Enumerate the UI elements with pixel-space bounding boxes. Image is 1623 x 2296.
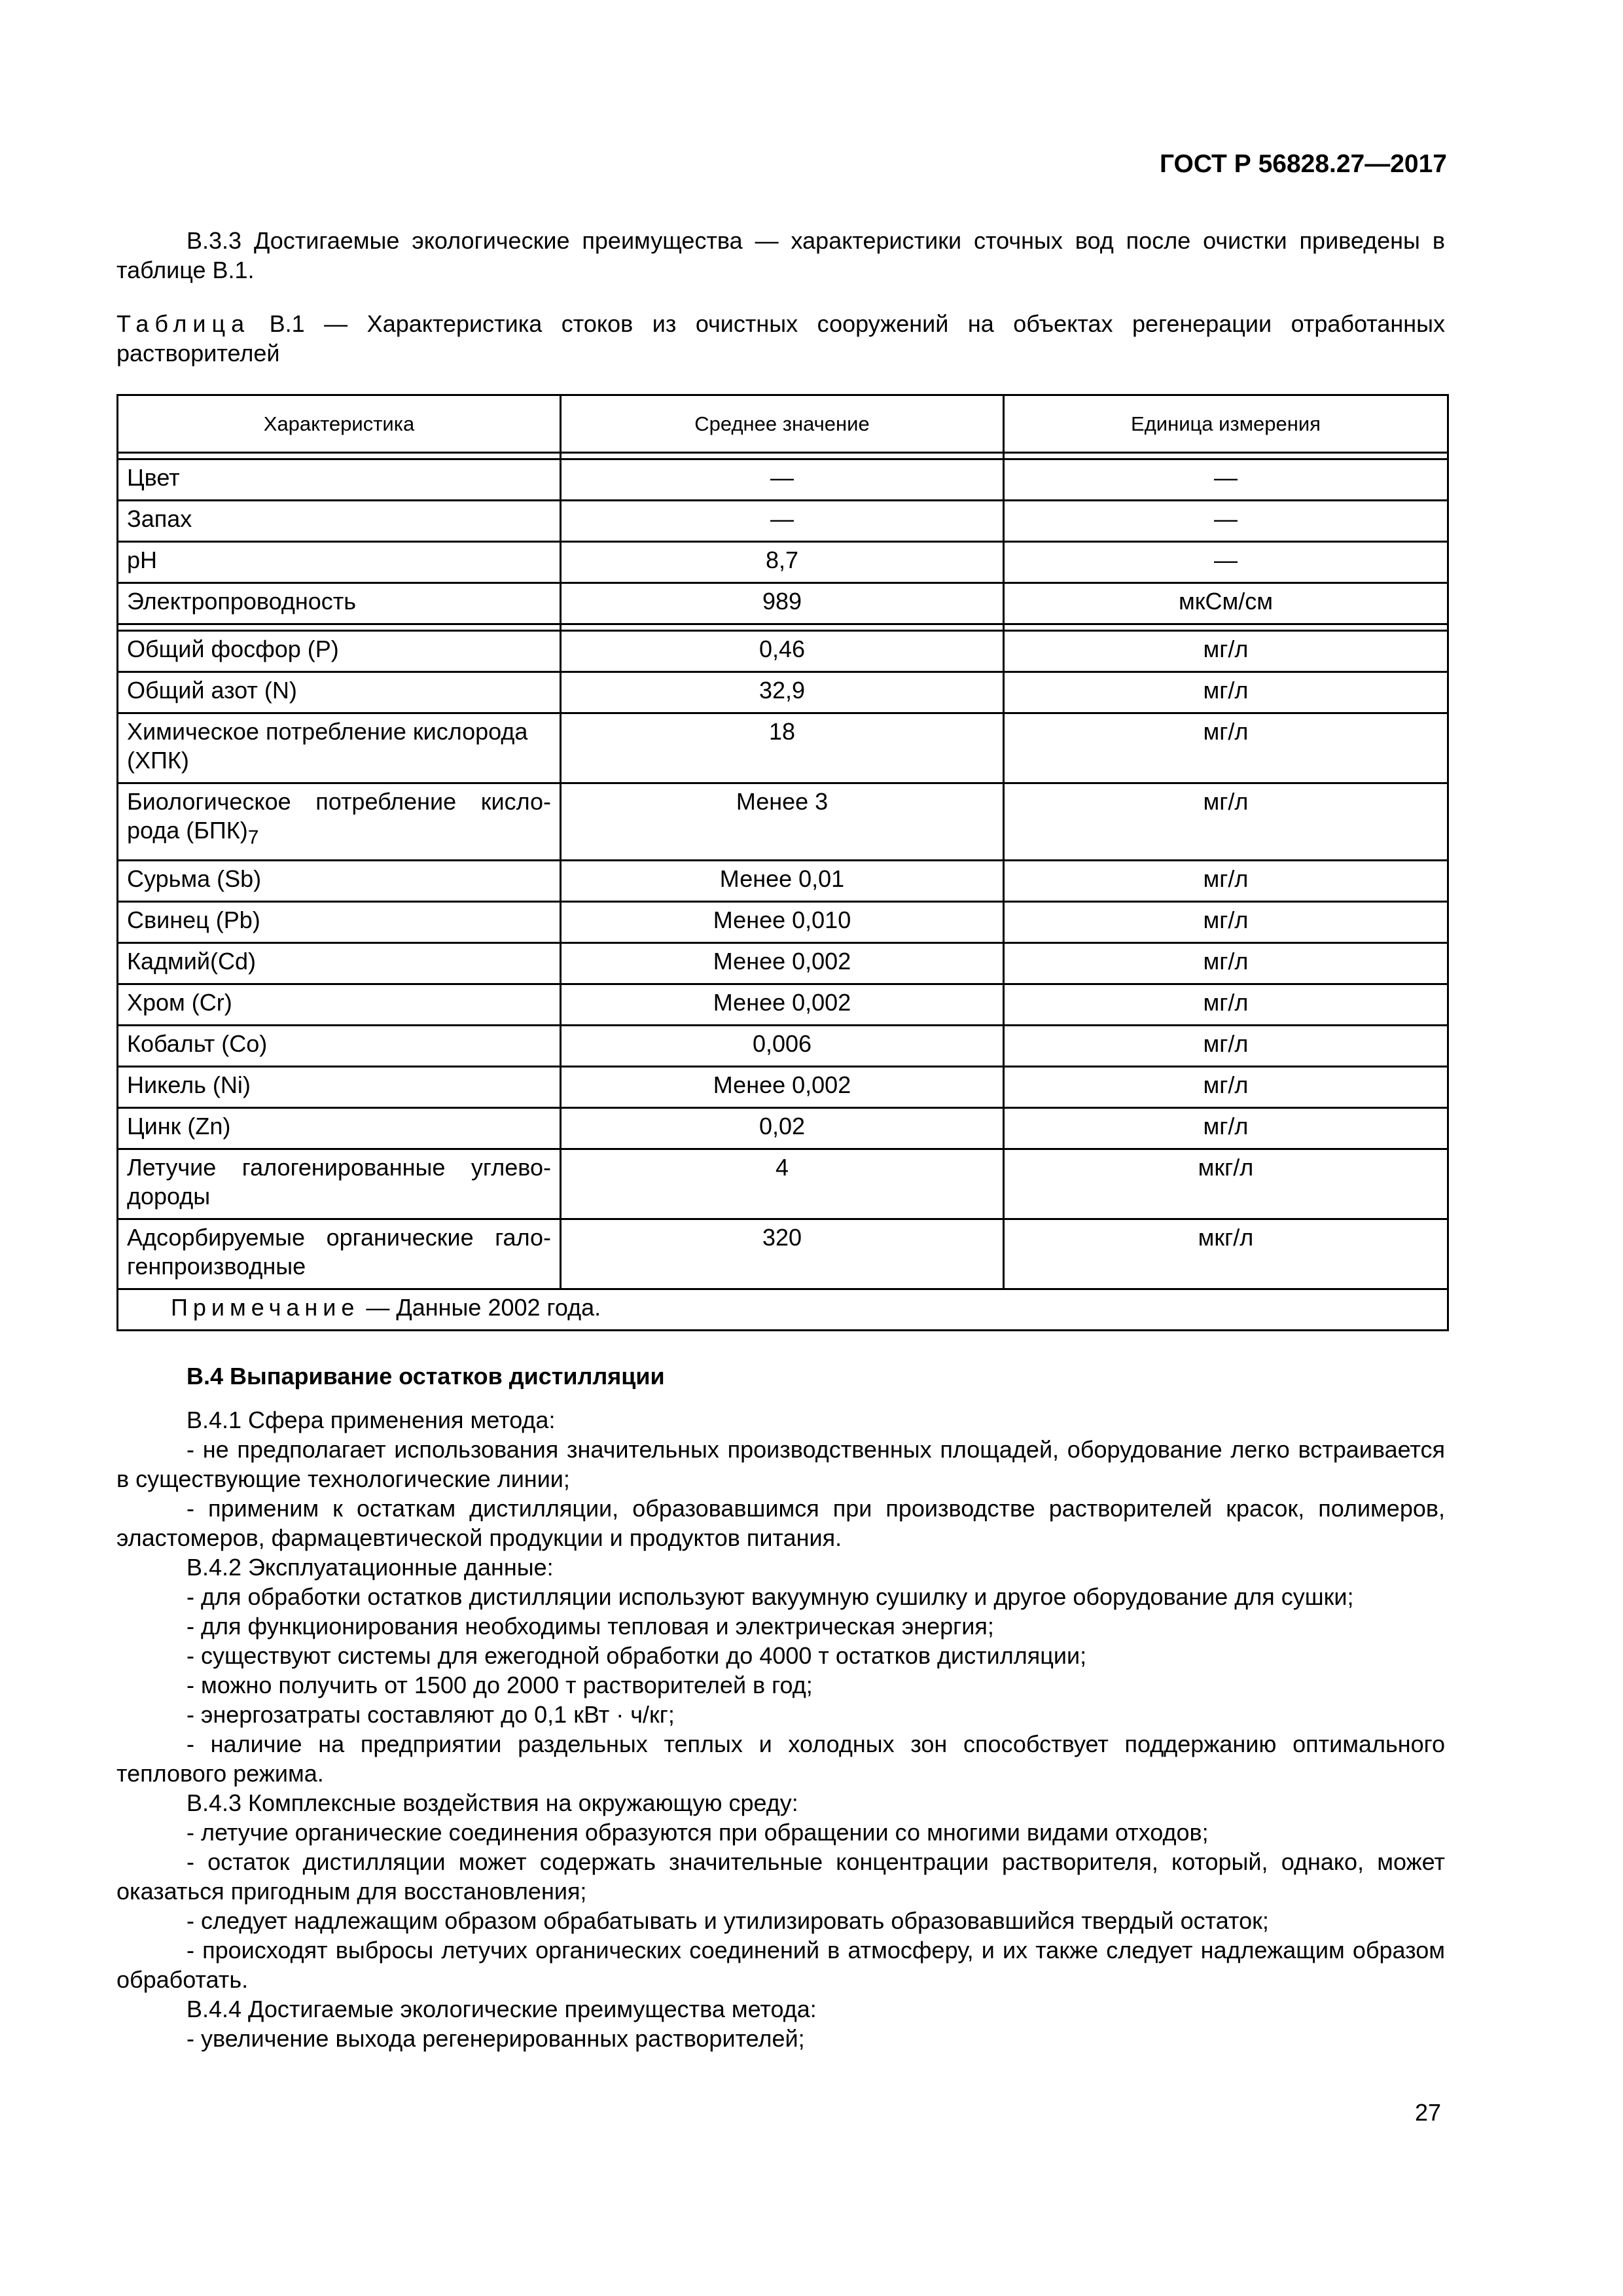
table-row [118,861,1448,902]
cell-name: Кадмий(Cd) [118,943,561,984]
cell-unit: мг/л [1004,984,1448,1026]
section-title: В.4 Выпаривание остатков дистилляции [187,1363,665,1390]
list-item: - для функционирования необходимы тепловая и электрическая энергия; [187,1613,994,1640]
cell-unit: мг/л [1004,1067,1448,1108]
cell-name: Никель (Ni) [118,1067,561,1108]
cell-value: 8,7 [561,542,1004,583]
table-row [118,783,1448,861]
table-caption-text: В.1 — Характеристика стоков из очистных сооружений на объектах регенерации отработанных растворителей [116,310,1445,367]
table-row [118,501,1448,542]
table-caption [116,309,1445,368]
cell-value: Менее 0,002 [561,943,1004,984]
list-item: - остаток дистилляции может содержать значительные концентрации растворителя, который, однако, может оказаться пригодным для восстановления; [116,1848,1445,1905]
table-row [118,943,1448,984]
table-row [118,583,1448,624]
column-header: Характеристика [118,395,561,453]
cell-name: Цвет [118,459,561,501]
table-note [118,1289,1448,1331]
table-separator [118,624,1448,631]
cell-name-text: Биологическое потребление кисло-рода (БПК) [127,788,551,844]
table-row [118,1149,1448,1219]
section-b4 [116,1361,1445,2053]
cell-value: 18 [561,713,1004,783]
subsection-heading: В.4.1 Сфера применения метода: [187,1407,556,1433]
cell-name: Электропроводность [118,583,561,624]
column-header: Единица измерения [1004,395,1448,453]
cell-unit: мкг/л [1004,1219,1448,1289]
cell-unit: мг/л [1004,861,1448,902]
cell-unit: мкг/л [1004,1149,1448,1219]
cell-name: Общий азот (N) [118,672,561,713]
table-row [118,1026,1448,1067]
cell-name: Летучие галогенированные углево-дороды [118,1149,561,1219]
cell-value: 4 [561,1149,1004,1219]
column-header: Среднее значение [561,395,1004,453]
cell-value: 0,006 [561,1026,1004,1067]
subsection-heading: В.4.4 Достигаемые экологические преимущества метода: [187,1996,817,2022]
cell-value: — [561,459,1004,501]
cell-value: 32,9 [561,672,1004,713]
cell-unit: — [1004,501,1448,542]
subsection-heading: В.4.3 Комплексные воздействия на окружающую среду: [187,1789,798,1816]
cell-name: Цинк (Zn) [118,1108,561,1149]
list-item: - применим к остаткам дистилляции, образовавшимся при производстве растворителей красок, полимеров, эластомеров, фармацевтической продукции и продуктов питания. [116,1495,1445,1551]
cell-value: — [561,501,1004,542]
cell-name: Адсорбируемые органические гало-генпроизводные [118,1219,561,1289]
table-row [118,631,1448,672]
cell-name: Сурьма (Sb) [118,861,561,902]
table-caption-prefix: Таблица [116,310,251,337]
page-number: 27 [1414,2099,1441,2126]
cell-value: 989 [561,583,1004,624]
list-item: - происходят выбросы летучих органических соединений в атмосферу, и их также следует надлежащим образом обработать. [116,1937,1445,1993]
list-item: - летучие органические соединения образуются при обращении со многими видами отходов; [187,1819,1209,1846]
cell-name: Хром (Cr) [118,984,561,1026]
cell-value: 0,46 [561,631,1004,672]
table-header-row [118,395,1448,453]
table-row [118,542,1448,583]
table-separator [118,453,1448,459]
cell-unit: мг/л [1004,783,1448,861]
cell-name: Свинец (Pb) [118,902,561,943]
cell-value: Менее 0,010 [561,902,1004,943]
cell-unit: мг/л [1004,672,1448,713]
cell-name: pH [118,542,561,583]
cell-unit: — [1004,459,1448,501]
list-item: - следует надлежащим образом обрабатывать и утилизировать образовавшийся твердый остаток; [187,1907,1269,1934]
list-item: - энергозатраты составляют до 0,1 кВт · ч/кг; [187,1701,675,1728]
cell-name: Химическое потребление кислорода (ХПК) [118,713,561,783]
table-row [118,902,1448,943]
subsection-heading: В.4.2 Эксплуатационные данные: [187,1554,554,1581]
table-row [118,1108,1448,1149]
cell-name: Кобальт (Co) [118,1026,561,1067]
effluent-table [116,394,1449,1331]
cell-name: Общий фосфор (P) [118,631,561,672]
cell-value: Менее 3 [561,783,1004,861]
table-row [118,713,1448,783]
cell-name [118,783,561,861]
cell-name: Запах [118,501,561,542]
cell-unit: мг/л [1004,902,1448,943]
list-item: - для обработки остатков дистилляции используют вакуумную сушилку и другое оборудование для сушки; [187,1583,1354,1610]
cell-value: Менее 0,002 [561,1067,1004,1108]
table-row [118,459,1448,501]
table-row [118,672,1448,713]
cell-unit: мг/л [1004,713,1448,783]
table-row [118,1219,1448,1289]
cell-unit: мг/л [1004,1026,1448,1067]
cell-unit: мг/л [1004,631,1448,672]
standard-number: ГОСТ Р 56828.27—2017 [1159,150,1447,178]
cell-unit: мг/л [1004,943,1448,984]
table-note-row [118,1289,1448,1331]
list-item: - наличие на предприятии раздельных теплых и холодных зон способствует поддержанию оптимального теплового режима. [116,1731,1445,1787]
cell-value: Менее 0,002 [561,984,1004,1026]
cell-value: 320 [561,1219,1004,1289]
cell-name-subscript: 7 [247,827,259,849]
cell-unit: мг/л [1004,1108,1448,1149]
list-item: - существуют системы для ежегодной обработки до 4000 т остатков дистилляции; [187,1642,1087,1669]
table-note-prefix: Примечание [171,1294,360,1321]
list-item: - не предполагает использования значительных производственных площадей, оборудование легко встраивается в существующие технологические линии; [116,1436,1445,1492]
cell-value: Менее 0,01 [561,861,1004,902]
table-row [118,984,1448,1026]
cell-value: 0,02 [561,1108,1004,1149]
intro-paragraph: В.3.3 Достигаемые экологические преимущества — характеристики сточных вод после очистки приведены в таблице В.1. [116,227,1445,283]
list-item: - можно получить от 1500 до 2000 т растворителей в год; [187,1672,813,1698]
list-item: - увеличение выхода регенерированных растворителей; [187,2025,805,2052]
cell-unit: мкСм/см [1004,583,1448,624]
table-note-text: — Данные 2002 года. [359,1294,601,1321]
table-row [118,1067,1448,1108]
cell-unit: — [1004,542,1448,583]
